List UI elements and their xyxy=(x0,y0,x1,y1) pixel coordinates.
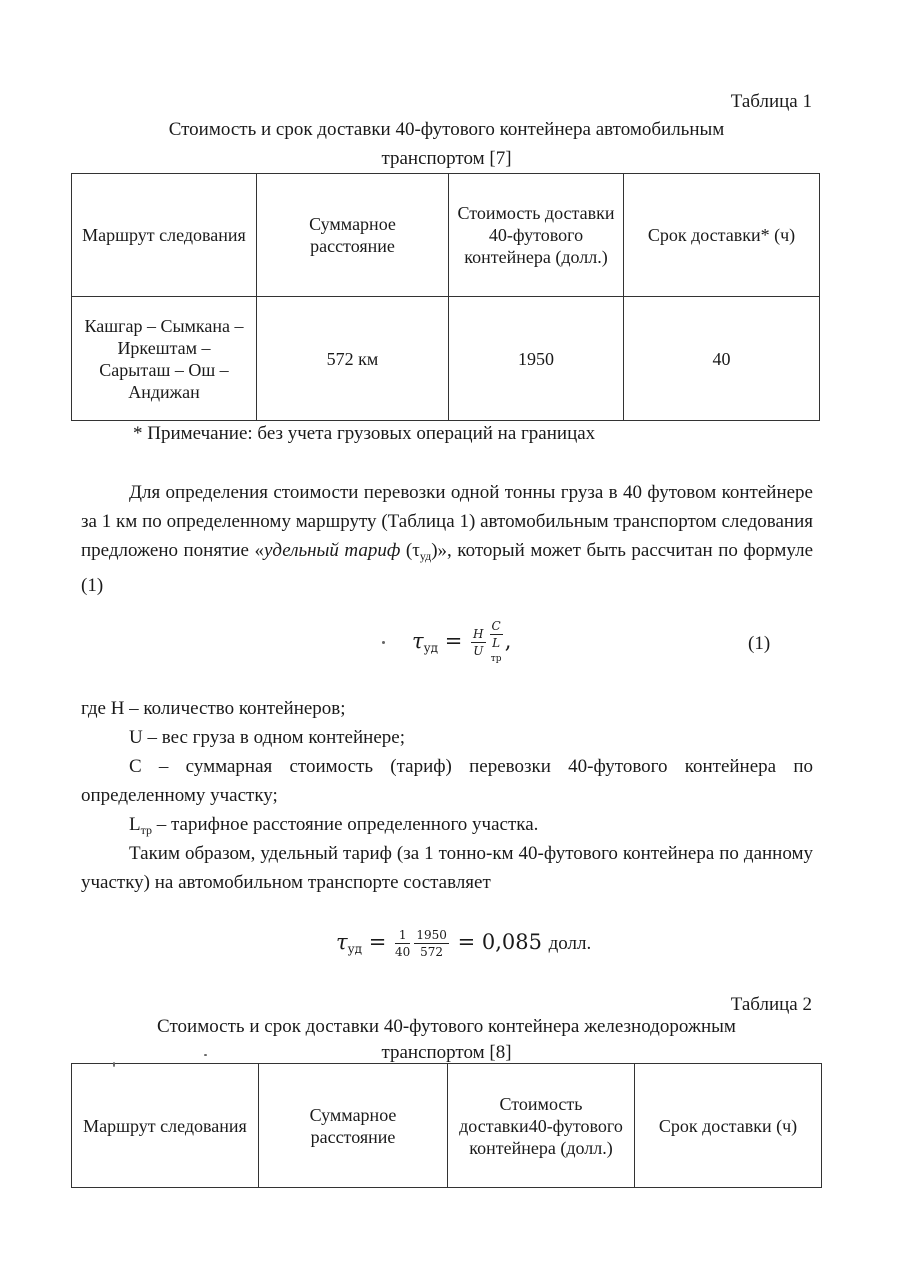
definition-u: U – вес груза в одном контейнере; xyxy=(129,727,405,748)
table2 xyxy=(71,1063,822,1188)
scan-speck xyxy=(113,1062,115,1067)
table1-note: * Примечание: без учета грузовых операций на границах xyxy=(133,423,596,444)
formula-1-number: (1) xyxy=(748,633,771,654)
term-specific-tariff: удельный тариф xyxy=(264,540,401,561)
table2-header-time: Срок доставки (ч) xyxy=(635,1064,822,1188)
table1-header-row xyxy=(72,174,820,297)
definition-h: где H – количество контейнеров; xyxy=(81,698,346,719)
table1-title-line1: Стоимость и срок доставки 40-футового контейнера автомобильным xyxy=(168,119,725,140)
table2-header-route: Маршрут следования xyxy=(72,1064,259,1188)
definition-l: $L_{тр}$ – тарифное расстояние определенного участка. xyxy=(129,814,539,837)
intro-paragraph: Для определения стоимости перевозки одной тонны груза в 40 футовом контейнере за 1 км по определенному маршруту (Таблица 1) автомобильным транспортом следования предложено понятие «удельный тариф $(\tau_{уд})$», который может быть рассчитан по формуле (1) xyxy=(81,482,814,596)
formula-1: $\tau_{уд}$ = $\frac{H}{U}$ C L тр , xyxy=(412,619,512,664)
table2-header-distance: Суммарное расстояние xyxy=(259,1064,448,1188)
table1-title-line2: транспортом [7] xyxy=(381,148,512,169)
table1-header-route: Маршрут следования xyxy=(72,174,257,297)
table2-title-line2: транспортом [8] xyxy=(381,1042,512,1063)
table1-cell-route: Кашгар – Сымкана – Иркештам – Сарыташ – Ош – Андижан xyxy=(72,297,257,421)
table1-label: Таблица 1 xyxy=(730,91,812,112)
scan-speck xyxy=(382,641,385,644)
table1-cell-distance: 572 км xyxy=(257,297,449,421)
table1-cell-time: 40 xyxy=(624,297,820,421)
table1 xyxy=(71,173,820,421)
table2-label: Таблица 2 xyxy=(730,994,812,1015)
scan-speck xyxy=(204,1054,207,1056)
table2-header-row xyxy=(72,1064,822,1188)
formula-2: $\tau_{уд}$ = $\frac{1}{40}$ $\frac{1950}{572}$ = 0,085 долл. xyxy=(336,928,592,959)
table2-header-cost: Стоимость доставки40-футового контейнера (долл.) xyxy=(448,1064,635,1188)
table1-header-cost: Стоимость доставки 40-футового контейнера (долл.) xyxy=(449,174,624,297)
table2-title-line1: Стоимость и срок доставки 40-футового контейнера железнодорожным xyxy=(157,1016,736,1037)
table1-header-time: Срок доставки* (ч) xyxy=(624,174,820,297)
table-row xyxy=(72,297,820,421)
conclusion-paragraph: Таким образом, удельный тариф (за 1 тонно-км 40-футового контейнера по данному участку) на автомобильном транспорте составляет xyxy=(81,843,813,893)
definition-c: C – суммарная стоимость (тариф) перевозки 40-футового контейнера по определенному участку; xyxy=(81,756,813,806)
table1-cell-cost: 1950 xyxy=(449,297,624,421)
table1-header-distance: Суммарное расстояние xyxy=(257,174,449,297)
